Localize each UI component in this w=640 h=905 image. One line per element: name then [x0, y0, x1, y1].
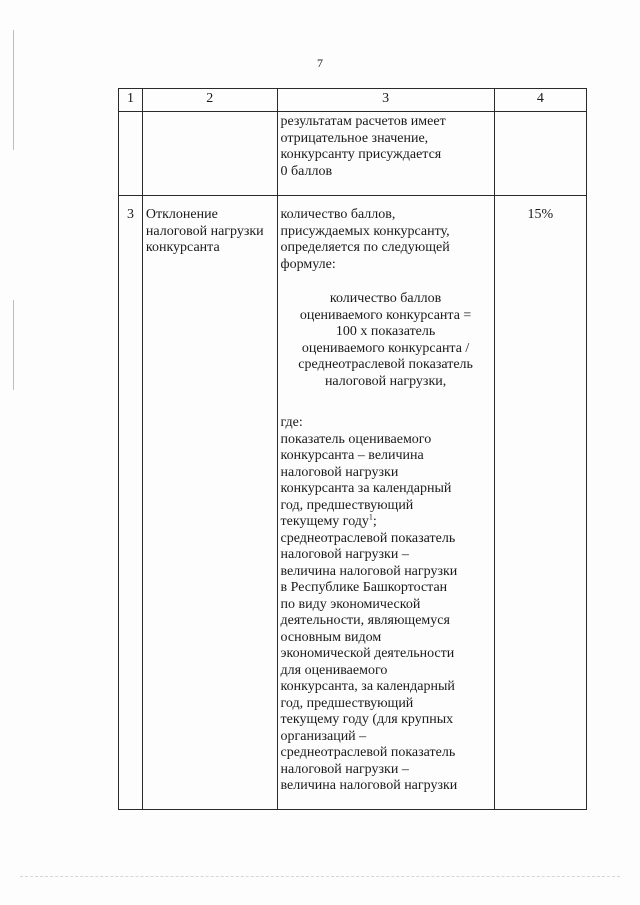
table-row-3: [119, 196, 587, 810]
text-line: основным видом: [280, 629, 382, 645]
footnote-text: текущему году: [280, 514, 369, 529]
text-line: экономической деятельности: [280, 646, 455, 661]
text-line: налоговой нагрузки –: [280, 761, 409, 777]
text-line: присуждаемых конкурсанту,: [280, 223, 450, 239]
formula-line: среднеотраслевой показатель: [298, 357, 473, 372]
header-cell-1: 1: [119, 89, 143, 112]
formula-line: оцениваемого конкурсанта /: [301, 340, 470, 356]
text-line: конкурсанта: [145, 240, 220, 255]
cell-method: [277, 196, 494, 810]
header-cell-2: 2: [142, 89, 277, 112]
scan-margin-mark: [13, 300, 14, 390]
cell-weight: [494, 112, 586, 196]
text-line: налоговой нагрузки –: [280, 547, 409, 562]
text-line: величина налоговой нагрузки: [280, 563, 458, 579]
cell-number: 3: [119, 196, 143, 810]
text-line: деятельности, являющемуся: [280, 613, 450, 628]
text-line: налоговой нагрузки: [145, 223, 264, 239]
table-header-row: [119, 89, 587, 112]
text-line: формуле:: [280, 256, 336, 272]
cell-criterion: [142, 196, 277, 810]
formula-line: количество баллов: [329, 291, 442, 306]
text-line: текущему году (для крупных: [280, 712, 454, 727]
text-line: среднеотраслевой показатель: [280, 530, 456, 546]
text-line: показатель оцениваемого: [280, 431, 432, 447]
text-line: среднеотраслевой показатель: [280, 745, 456, 760]
text-line: конкурсанта – величина: [280, 448, 424, 463]
text-line: определяется по следующей: [280, 240, 450, 255]
text-line: конкурсанту присуждается: [280, 147, 442, 162]
formula-block: [281, 291, 491, 390]
criteria-table: [118, 88, 587, 810]
spacer: [281, 390, 491, 415]
text-line: в Республике Башкортостан: [280, 580, 448, 595]
cell-number: [119, 112, 143, 196]
formula-line: налоговой нагрузки,: [324, 373, 447, 389]
text-line: отрицательное значение,: [280, 130, 429, 146]
text-line: конкурсанта за календарный: [280, 481, 452, 496]
footnote-mark: 1: [368, 512, 373, 522]
scan-noise-line: [20, 876, 620, 877]
text-line: по виду экономической: [280, 596, 421, 612]
text-line: конкурсанта, за календарный: [280, 679, 455, 694]
header-cell-3: 3: [277, 89, 494, 112]
where-label: где:: [280, 415, 303, 430]
cell-criterion: [142, 112, 277, 196]
text-line: Отклонение: [145, 207, 218, 222]
text-line: 0 баллов: [280, 163, 333, 179]
header-cell-4: 4: [494, 89, 586, 112]
scan-margin-mark: [13, 30, 14, 150]
table-row-continuation: [119, 112, 587, 196]
text-line-footnote: [281, 514, 491, 531]
formula-line: 100 х показатель: [335, 324, 436, 339]
text-line: организаций –: [280, 728, 367, 744]
text-line: год, предшествующий: [280, 695, 414, 711]
text-line: величина налоговой нагрузки: [280, 778, 458, 793]
page-number: 7: [317, 56, 323, 70]
text-line: год, предшествующий: [280, 497, 414, 513]
text-line: для оцениваемого: [280, 662, 388, 678]
footnote-punct: ;: [372, 514, 377, 529]
text-line: результатам расчетов имеет: [280, 114, 446, 129]
cell-method: [277, 112, 494, 196]
cell-weight: 15%: [494, 196, 586, 810]
formula-line: оцениваемого конкурсанта =: [299, 307, 472, 323]
text-line: налоговой нагрузки: [280, 464, 399, 480]
text-line: количество баллов,: [280, 207, 396, 222]
